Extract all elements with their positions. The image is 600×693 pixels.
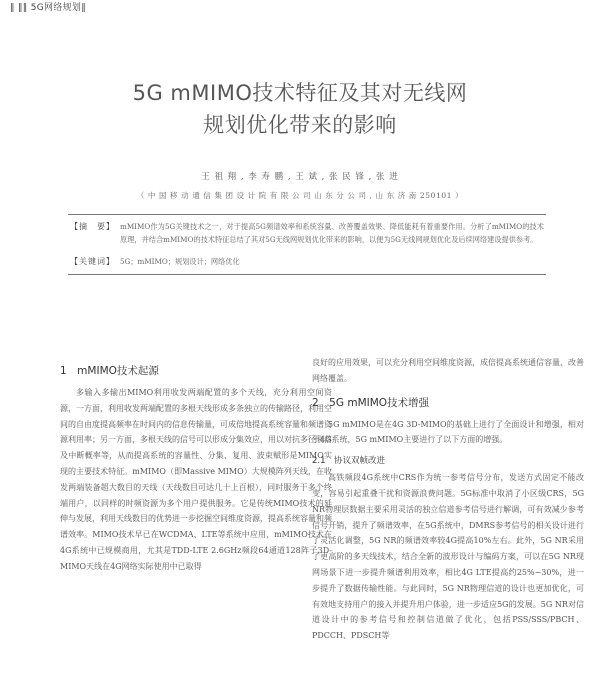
continued-paragraph: 良好的应用效果，可以充分利用空间维度资源，成倍提高系统通信容量、改善网络覆盖。	[312, 358, 584, 383]
keywords-text: 5G；mMIMO；规划设计；网络优化	[120, 257, 240, 266]
abstract-text: mMIMO作为5G关键技术之一，对于提高5G频谱效率和系统容量、改善覆盖效果、降低能耗有着重要作用。分析了mMIMO的技术原理，并结合mMIMO的技术特征总结了其对5G无线网规划优化带来的影响，以便为5G无线网规划优化及后续网络建设提供参考。	[120, 222, 544, 244]
section-2-paragraph: 5G mMIMO是在4G 3D-MIMO的基础上进行了全面设计和增强，相对于4G系统，5G mMIMO主要进行了以下方面的增强。	[312, 419, 584, 445]
section-1-paragraph: 多输入多输出MIMO利用收发两端配置的多个天线，充分利用空间资源，一方面，利用收发两端配置的多根天线形成多条独立的传输路径，利用空间的自由度提高频率在时间内的信息传输量，可成倍地提高系统容量和频谱资源利用率；另一方面，多根天线的信号可以形成分集效应，用以对抗多径衰落及中断概率等，从而提高系统的容量性、分集、复用、波束赋形是MIMO实现的主要技术特征。mMIMO（即Massive MIMO）大规模阵列天线，在收发两端装备超大数目的天线（天线数目可达几十上百根），同时服务于多个终端用户，以同样的时频资源为多个用户提供服务。它是传统MIMO技术的延伸与发展，利用天线数目的优势进一步挖掘空间维度资源，提高系统容量和频谱效率。MIMO技术早已在WCDMA、LTE等系统中应用，mMIMO技术在4G系统中已规模商用，尤其是TDD-LTE 2.6GHz频段64通道128阵子3D-MIMO天线在4G网络实际使用中已取得	[60, 388, 332, 571]
section-2-heading: 2 5G mMIMO技术增强	[312, 396, 430, 409]
author-affiliation: （ 中 国 移 动 通 信 集 团 设 计 院 有 限 公 司 山 东 分 公 司 , 山 东 济 南 250101 ）	[136, 191, 464, 200]
left-column	[60, 355, 332, 575]
abstract-label: 【摘 要】	[70, 222, 115, 231]
section-1-heading: 1 mMIMO技术起源	[60, 365, 159, 377]
paper-title-line-1: 5G mMIMO技术特征及其对无线网	[132, 81, 468, 105]
subsection-2-1-heading: 2.1 协议双帧改进	[312, 456, 386, 467]
paper-title-line-2: 规划优化带来的影响	[203, 113, 397, 137]
subsection-2-1-paragraph: 高铁频段4G系统中CRS作为统一参考信号分布，发送方式固定不能改变，容易引起重叠干扰和资源浪费问题。5G标准中取消了小区级CRS，5G NR物理层数据主要采用灵活的独立信道参考信号进行解调，可有效减少参考信号开销，提升了频谱效率，在5G系统中，DMRS参考信号的相关设计进行了灵活化调整，5G NR的频谱效率较4G提高10%左右。此外，5G NR采用了更高阶的多天线技术，结合全新的波形设计与编码方案，可以在5G NR现网场景下进一步提升频谱利用效率，相比4G LTE提高约25%~30%，进一步提升了数据传输性能。与此同时，5G NR物理信道的设计也更加优化，可有效地支持用户的接入并提升用户体验，进一步适应5G的发展。5G NR对信道设计中的参考信号和控制信道做了优化，包括PSS/SSS/PBCH、PDCCH、PDSCH等	[312, 473, 584, 641]
author-list: 王 祖 翔 , 李 寿 鹏 , 王 斌 , 张 民 锋 , 张 进	[201, 172, 399, 182]
abstract-bottom-rule	[68, 274, 546, 275]
right-column	[312, 355, 584, 644]
keywords-label: 【关键词】	[70, 257, 115, 266]
journal-column-header: ‖ ‖‖ 5G网络规划‖	[10, 3, 87, 13]
abstract-top-rule	[68, 214, 546, 215]
